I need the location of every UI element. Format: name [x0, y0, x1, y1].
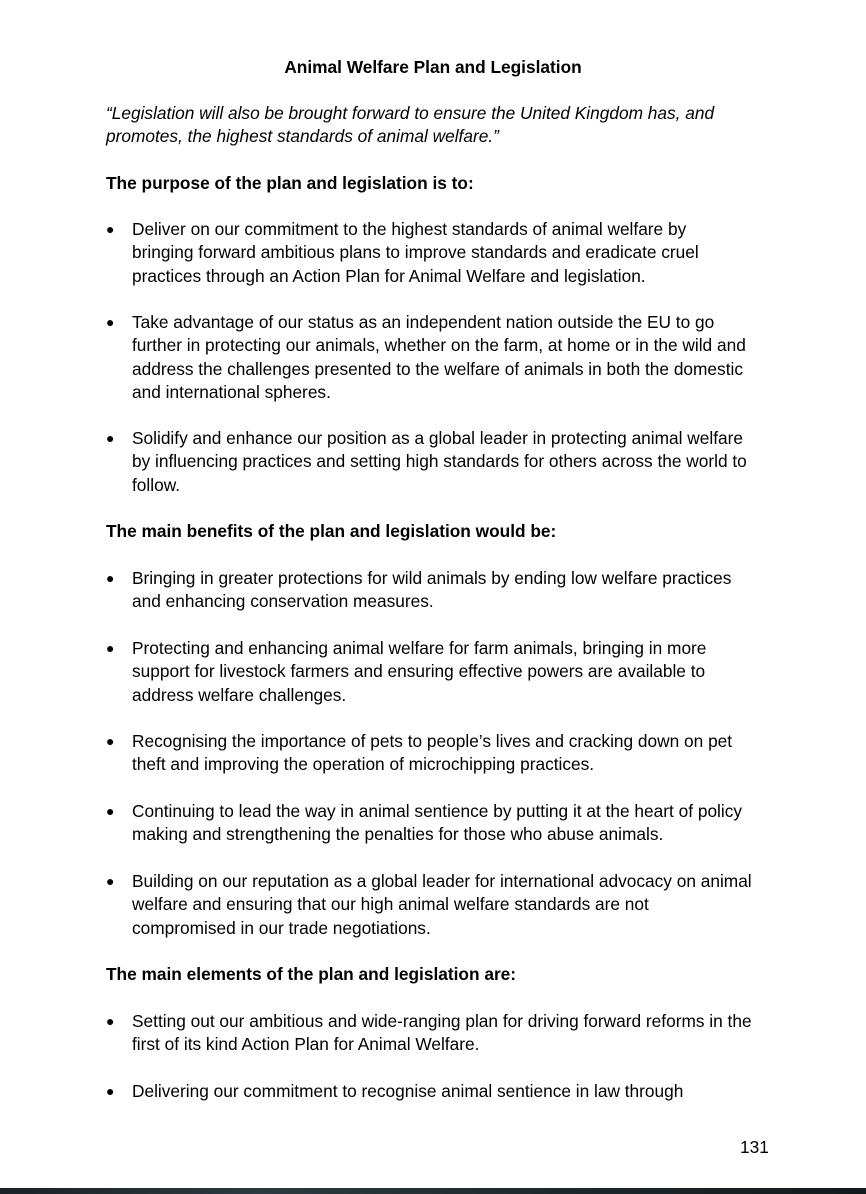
- bullet-icon: ●: [106, 314, 115, 330]
- bullet-icon: ●: [106, 1083, 115, 1099]
- bullet-line: Delivering our commitment to recognise animal sentience in law through: [132, 1081, 684, 1101]
- bullet-line: bringing forward ambitious plans to improve standards and eradicate cruel: [132, 242, 699, 263]
- bullet-line: Building on our reputation as a global leader for international advocacy on animal: [132, 871, 752, 891]
- section-heading-benefits: The main benefits of the plan and legislation would be:: [106, 521, 557, 541]
- bullet-line: Continuing to lead the way in animal sentience by putting it at the heart of policy: [132, 801, 743, 821]
- bullet-icon: ●: [106, 803, 115, 819]
- benefits-bullet-5: [106, 870, 786, 940]
- bullet-icon: ●: [106, 733, 115, 749]
- bullet-line: Setting out our ambitious and wide-ranging plan for driving forward reforms in the: [132, 1011, 752, 1031]
- bullet-line: by influencing practices and setting high standards for others across the world to: [132, 451, 747, 472]
- bullet-line: Deliver on our commitment to the highest standards of animal welfare by: [132, 219, 687, 239]
- bullet-line: address the challenges presented to the welfare of animals in both the domestic: [132, 358, 743, 379]
- section-heading-elements: The main elements of the plan and legislation are:: [106, 964, 517, 984]
- purpose-bullet-2: [106, 311, 786, 404]
- bullet-line: Bringing in greater protections for wild animals by ending low welfare practices: [132, 568, 732, 588]
- bullet-line: making and strengthening the penalties for those who abuse animals.: [132, 824, 664, 845]
- bullet-line: Solidify and enhance our position as a global leader in protecting animal welfare: [132, 428, 743, 448]
- bullet-line: practices through an Action Plan for Animal Welfare and legislation.: [132, 265, 646, 286]
- benefits-bullet-2: [106, 637, 786, 707]
- quote: [106, 102, 766, 149]
- bullet-line: and international spheres.: [132, 381, 331, 402]
- bullet-icon: ●: [106, 873, 115, 889]
- benefits-bullet-4: [106, 800, 786, 847]
- quote-line: “Legislation will also be brought forward to ensure the United Kingdom has, and: [106, 103, 715, 123]
- bullet-line: Take advantage of our status as an independent nation outside the EU to go: [132, 312, 715, 332]
- purpose-bullet-1: [106, 218, 786, 288]
- purpose-bullet-3: [106, 427, 786, 497]
- bullet-icon: ●: [106, 570, 115, 586]
- bullet-line: further in protecting our animals, whether on the farm, at home or in the wild and: [132, 335, 746, 356]
- bullet-line: compromised in our trade negotiations.: [132, 917, 431, 938]
- page-title: Animal Welfare Plan and Legislation: [284, 57, 582, 77]
- bullet-line: welfare and ensuring that our high animal welfare standards are not: [132, 894, 649, 915]
- bullet-line: Recognising the importance of pets to people’s lives and cracking down on pet: [132, 731, 733, 751]
- bullet-icon: ●: [106, 1013, 115, 1029]
- bullet-icon: ●: [106, 221, 115, 237]
- elements-bullet-2: [106, 1080, 786, 1103]
- bottom-edge-band: [0, 1188, 866, 1194]
- benefits-bullet-1: [106, 567, 786, 614]
- bullet-line: first of its kind Action Plan for Animal Welfare.: [132, 1034, 480, 1055]
- bullet-line: support for livestock farmers and ensuring effective powers are available to: [132, 661, 706, 682]
- bullet-line: follow.: [132, 474, 181, 495]
- quote-line: promotes, the highest standards of animal welfare.”: [106, 126, 499, 147]
- elements-bullet-1: [106, 1010, 786, 1057]
- bullet-line: and enhancing conservation measures.: [132, 591, 434, 612]
- bullet-icon: ●: [106, 640, 115, 656]
- section-heading-purpose: The purpose of the plan and legislation is to:: [106, 173, 474, 193]
- benefits-bullet-3: [106, 730, 786, 777]
- page-number: 131: [740, 1137, 769, 1157]
- bullet-line: Protecting and enhancing animal welfare for farm animals, bringing in more: [132, 638, 707, 658]
- bullet-line: theft and improving the operation of microchipping practices.: [132, 754, 595, 775]
- bullet-line: address welfare challenges.: [132, 684, 347, 705]
- bullet-icon: ●: [106, 430, 115, 446]
